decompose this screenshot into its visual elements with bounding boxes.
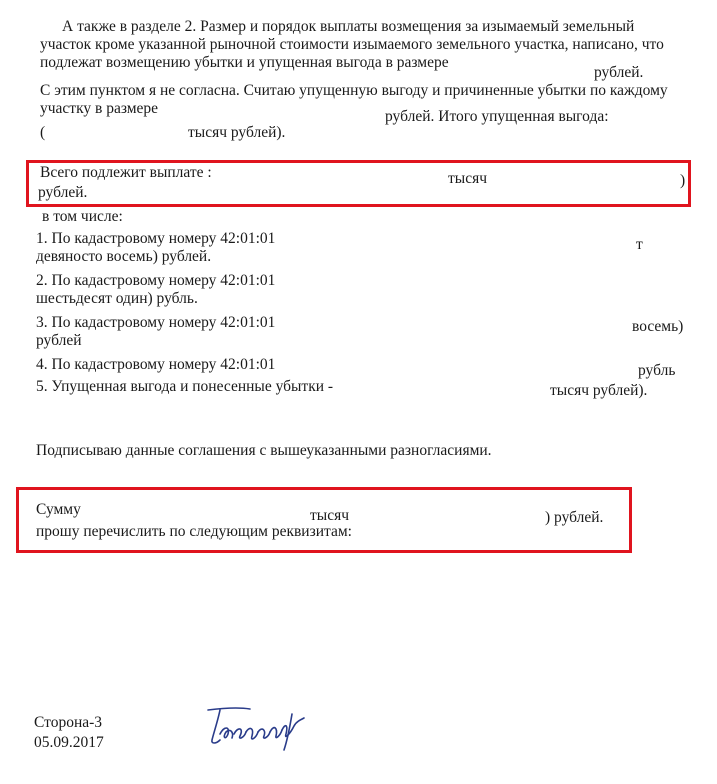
intro-line-4: С этим пунктом я не согласна. Считаю упущенную выгоду и причиненные убытки по каждому (40, 82, 668, 99)
breakdown-item-2-cont: шестьдесят один) рубль. (36, 290, 198, 307)
total-line-1-mid: тысяч (448, 170, 487, 187)
transfer-line-2: прошу перечислить по следующим реквизитам: (36, 523, 352, 540)
intro-line-3: подлежат возмещению убытки и упущенная выгода в размере (40, 54, 449, 71)
intro-line-6-tail: тысяч рублей). (188, 124, 286, 141)
total-line-1-end: ) (680, 172, 686, 189)
intro-line-2: участок кроме указанной рыночной стоимости изымаемого земельного участка, написано, что (40, 36, 664, 53)
intro-line-5: участку в размере (40, 100, 159, 117)
transfer-line-1: Сумму (36, 501, 81, 518)
breakdown-item-5: 5. Упущенная выгода и понесенные убытки - (36, 378, 334, 395)
breakdown-item-4-tail: рубль (638, 362, 676, 379)
transfer-line-1-end: ) рублей. (545, 509, 604, 526)
breakdown-item-3-cont: рублей (36, 332, 82, 349)
intro-line-6-open: ( (40, 124, 46, 141)
breakdown-item-1: 1. По кадастровому номеру 42:01:01 (36, 230, 276, 247)
breakdown-heading: в том числе: (42, 208, 123, 225)
breakdown-item-2: 2. По кадастровому номеру 42:01:01 (36, 272, 276, 289)
breakdown-item-5-tail: тысяч рублей). (550, 382, 648, 399)
total-line-1: Всего подлежит выплате : (40, 164, 212, 181)
breakdown-item-4: 4. По кадастровому номеру 42:01:01 (36, 356, 276, 373)
footer-side: Сторона-3 (34, 714, 103, 731)
breakdown-item-1-tail: т (636, 236, 643, 253)
breakdown-item-3-tail: восемь) (632, 318, 684, 335)
breakdown-item-3: 3. По кадастровому номеру 42:01:01 (36, 314, 276, 331)
footer-date: 05.09.2017 (34, 734, 104, 751)
signing-note: Подписываю данные соглашения с вышеуказанными разногласиями. (36, 442, 492, 459)
total-line-2: рублей. (38, 184, 88, 201)
signature-image (204, 704, 308, 752)
intro-line-3-tail: рублей. (594, 64, 644, 81)
intro-line-5-tail: рублей. Итого упущенная выгода: (385, 108, 609, 125)
intro-line-1: А также в разделе 2. Размер и порядок выплаты возмещения за изымаемый земельный (62, 18, 635, 35)
transfer-line-1-mid: тысяч (310, 507, 349, 524)
breakdown-item-1-cont: девяносто восемь) рублей. (36, 248, 212, 265)
